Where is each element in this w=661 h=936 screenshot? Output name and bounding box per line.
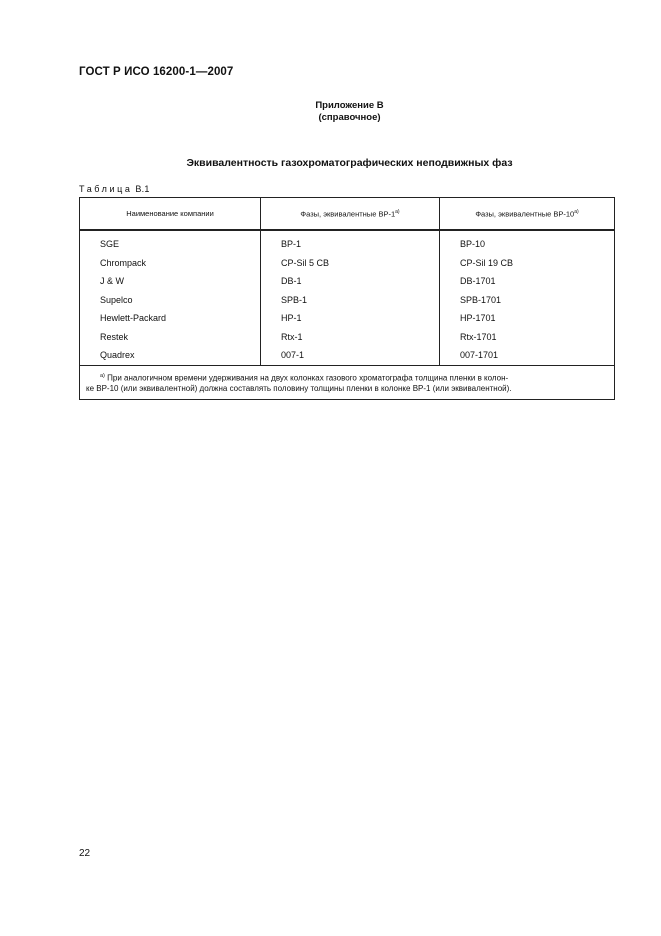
cell-bp1: 007-1 xyxy=(261,346,440,365)
cell-bp10: CP-Sil 19 CB xyxy=(440,254,615,273)
table-footnote-row xyxy=(80,365,615,400)
cell-company: Restek xyxy=(80,328,261,347)
cell-bp10: BP-10 xyxy=(440,230,615,254)
table-caption xyxy=(79,184,150,194)
annex-status: (справочное) xyxy=(318,112,381,123)
page-number: 22 xyxy=(79,848,91,859)
cell-bp10: SPB-1701 xyxy=(440,291,615,310)
table-row xyxy=(80,309,615,328)
table-header-row xyxy=(80,198,615,231)
cell-bp1: SPB-1 xyxy=(261,291,440,310)
cell-bp1: BP-1 xyxy=(261,230,440,254)
cell-company: Quadrex xyxy=(80,346,261,365)
footnote-mark: а) xyxy=(100,372,105,379)
annex-heading xyxy=(0,100,661,124)
annex-title: Приложение В xyxy=(315,100,384,111)
table-row xyxy=(80,254,615,273)
cell-bp10: Rtx-1701 xyxy=(440,328,615,347)
cell-bp10: HP-1701 xyxy=(440,309,615,328)
header-company: Наименование компании xyxy=(80,198,261,231)
cell-company: Chrompack xyxy=(80,254,261,273)
table-row xyxy=(80,230,615,254)
table-row xyxy=(80,346,615,365)
table-row xyxy=(80,272,615,291)
cell-bp1: DB-1 xyxy=(261,272,440,291)
cell-company: J & W xyxy=(80,272,261,291)
header-bp1-footnote-mark: а) xyxy=(395,208,400,215)
table-row xyxy=(80,291,615,310)
cell-bp1: CP-Sil 5 CB xyxy=(261,254,440,273)
cell-company: Supelco xyxy=(80,291,261,310)
header-bp10-footnote-mark: а) xyxy=(574,208,579,215)
document-header: ГОСТ Р ИСО 16200-1—2007 xyxy=(79,66,234,78)
table-caption-number: В.1 xyxy=(135,184,150,194)
cell-company: Hewlett-Packard xyxy=(80,309,261,328)
table-row xyxy=(80,328,615,347)
header-bp1: Фазы, эквивалентные $ВР-1^{а)}$ xyxy=(261,198,440,231)
header-bp10: Фазы, эквивалентные $ВР-10^{а)}$ xyxy=(440,198,615,231)
equivalence-table xyxy=(79,197,615,400)
cell-bp10: 007-1701 xyxy=(440,346,615,365)
cell-bp1: Rtx-1 xyxy=(261,328,440,347)
cell-bp10: DB-1701 xyxy=(440,272,615,291)
footnote-line-2: ке ВР-10 (или эквивалентной) должна составлять половину толщины пленки в колонке ВР-1 (или эквивалентной). xyxy=(86,384,512,394)
table-caption-word: Таблица xyxy=(79,184,133,194)
footnote-line-1: При аналогичном времени удерживания на двух колонках газового хроматографа толщина пленки в колон- xyxy=(107,373,509,383)
cell-bp1: HP-1 xyxy=(261,309,440,328)
table-footnote xyxy=(80,365,615,400)
cell-company: SGE xyxy=(80,230,261,254)
section-title: Эквивалентность газохроматографических неподвижных фаз xyxy=(186,157,513,169)
